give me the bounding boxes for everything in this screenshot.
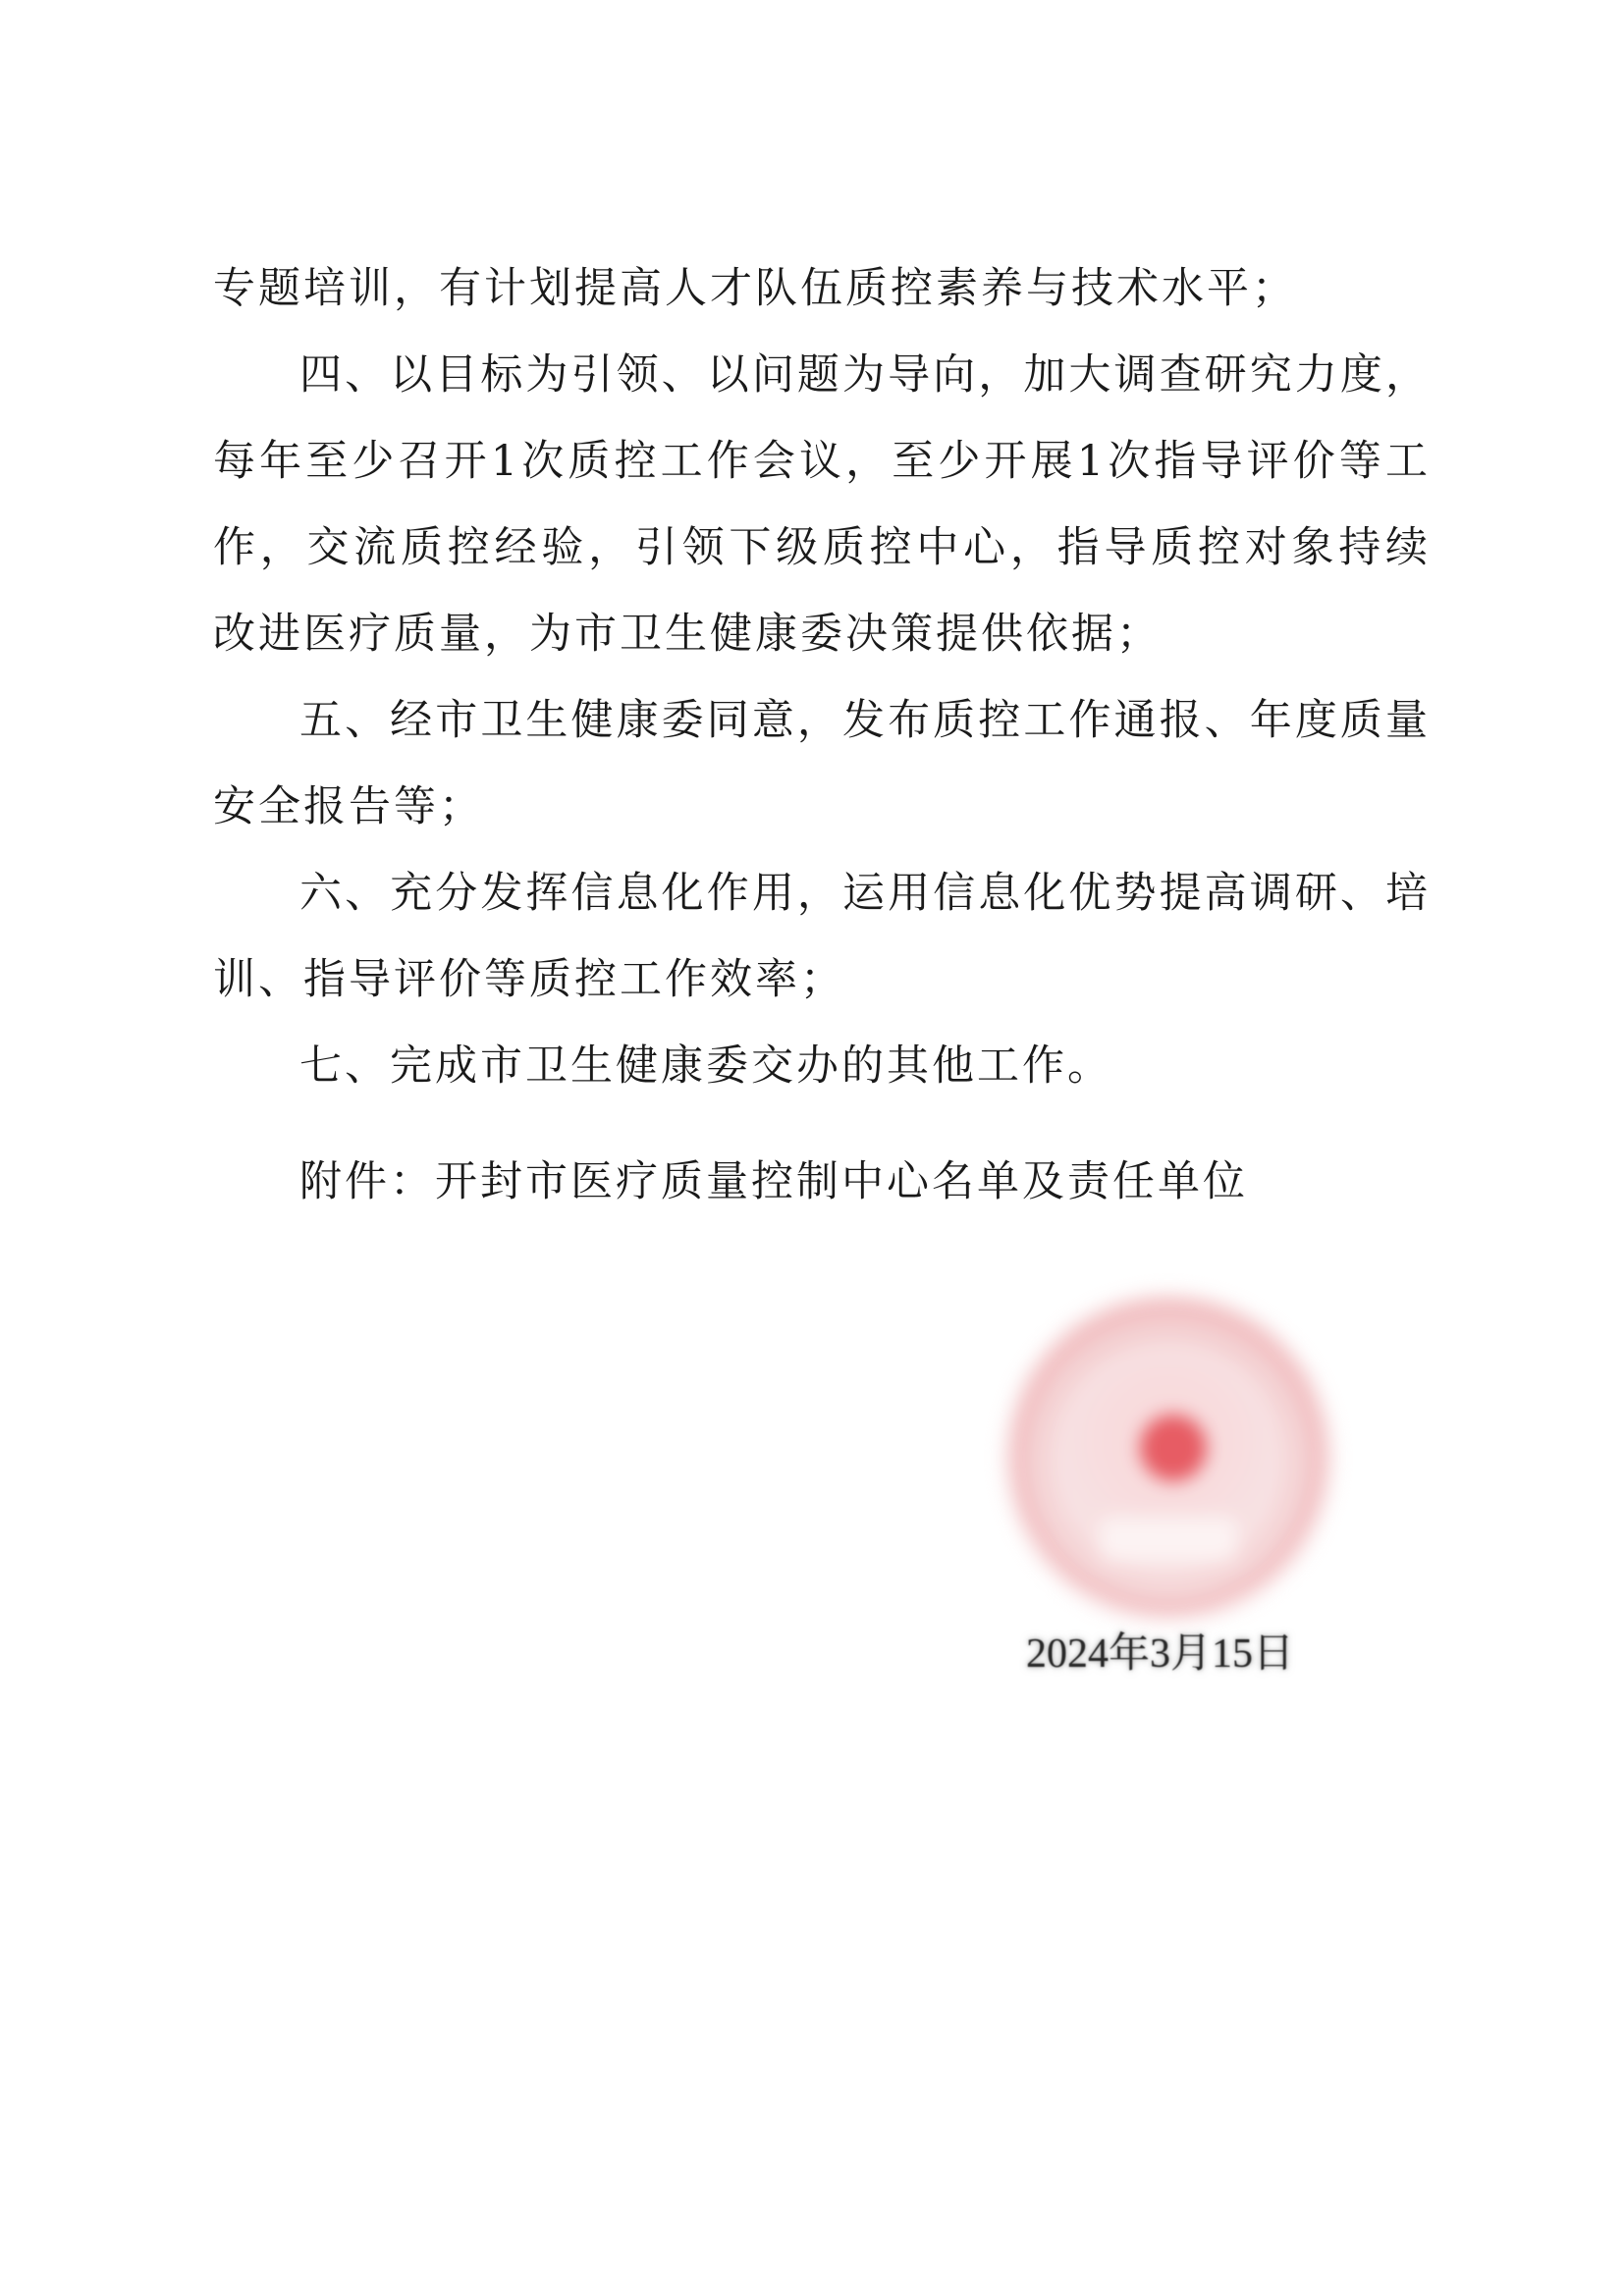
seal-star-icon — [1140, 1415, 1207, 1481]
official-seal-image — [992, 1281, 1345, 1634]
attachment-line: 附件：开封市医疗质量控制中心名单及责任单位 — [299, 1157, 1248, 1206]
paragraph-item-4: 四、以目标为引领、以问题为导向，加大调查研究力度，每年至少召开1次质控工作会议，至少开展1次指导评价等工作，交流质控经验，引领下级质控中心，指导质控对象持续改进医疗质量，为市卫生健康委决策提供依据； — [213, 350, 1431, 659]
paragraph-training: 专题培训，有计划提高人才队伍质控素养与技术水平； — [213, 264, 1297, 313]
paragraph-item-7: 七、完成市卫生健康委交办的其他工作。 — [299, 1041, 1112, 1091]
paragraph-item-5: 五、经市卫生健康委同意，发布质控工作通报、年度质量安全报告等； — [213, 696, 1431, 831]
paragraph-item-6: 六、充分发挥信息化作用，运用信息化优势提高调研、培训、指导评价等质控工作效率； — [213, 869, 1431, 1004]
document-date: 2024年3月15日 — [1026, 1631, 1295, 1677]
document-body — [213, 245, 1431, 1109]
